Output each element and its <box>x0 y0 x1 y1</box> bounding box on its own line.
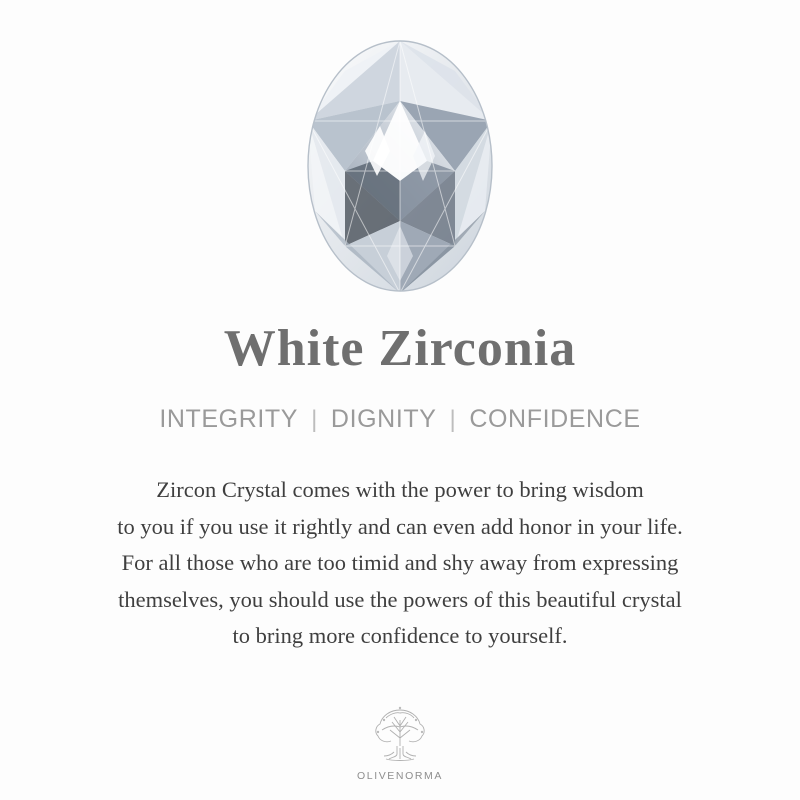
brand-logo <box>0 702 800 782</box>
keyword-dignity: DIGNITY <box>330 405 437 434</box>
description-line: themselves, you should use the powers of this beautiful crystal <box>118 586 682 612</box>
brand-name: OLIVENORMA <box>356 770 443 782</box>
description-line: Zircon Crystal comes with the power to bring wisdom <box>156 477 644 503</box>
keyword-separator: | <box>311 405 318 433</box>
tree-of-life-icon <box>364 702 436 768</box>
gemstone-image <box>270 26 530 306</box>
description-text <box>30 472 770 654</box>
oval-cut-gemstone-icon <box>285 31 515 301</box>
page-title: White Zirconia <box>223 320 577 377</box>
description-line: to you if you use it rightly and can even add honor in your life. <box>117 513 683 539</box>
keyword-integrity: INTEGRITY <box>159 405 299 434</box>
description-line: For all those who are too timid and shy away from expressing <box>121 550 679 576</box>
description-line: to bring more confidence to yourself. <box>232 622 568 648</box>
keyword-separator: | <box>449 405 457 433</box>
keyword-list <box>159 405 640 434</box>
keyword-confidence: CONFIDENCE <box>469 405 641 434</box>
